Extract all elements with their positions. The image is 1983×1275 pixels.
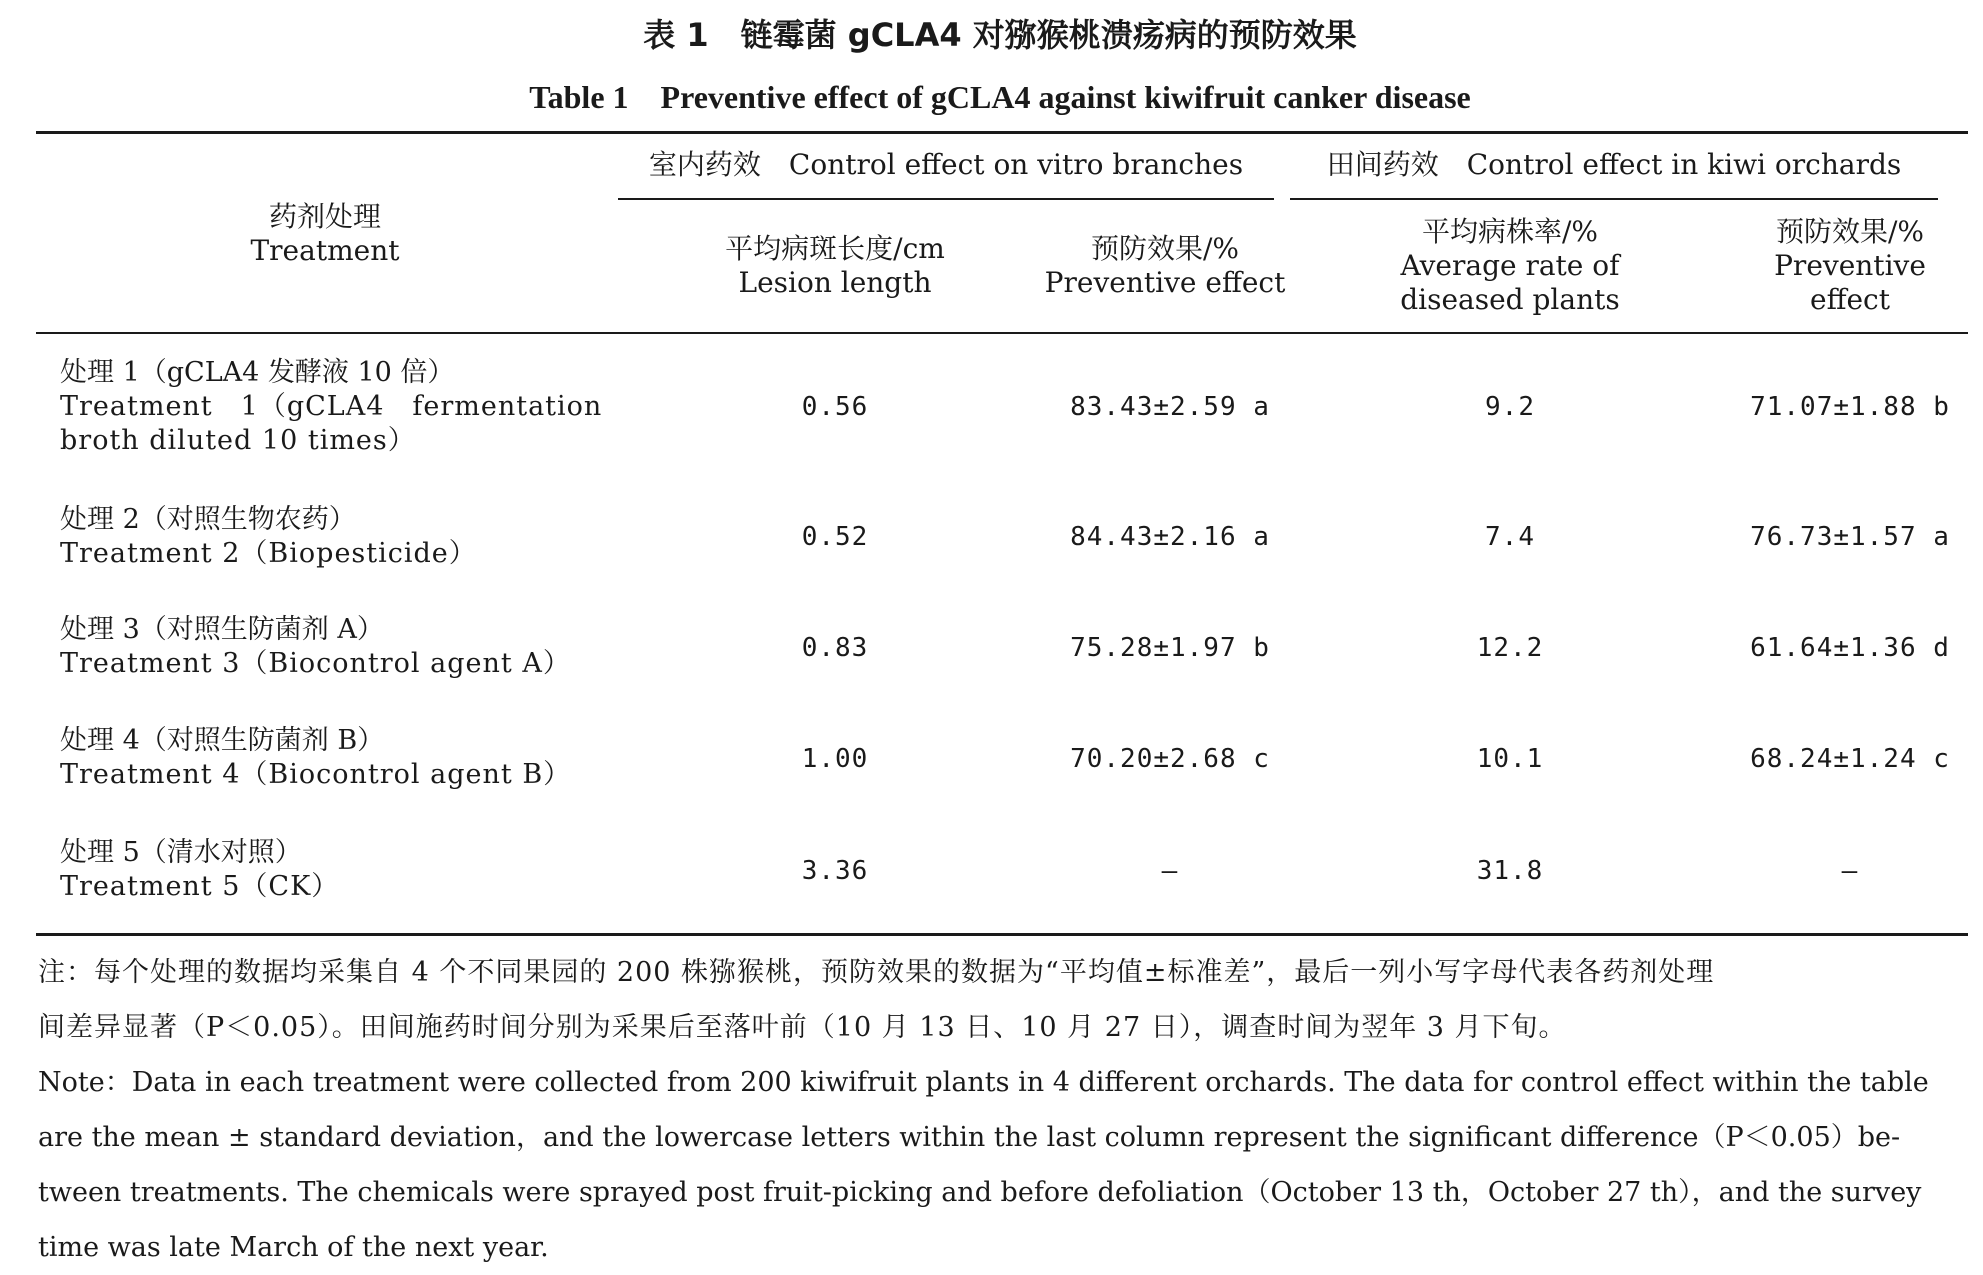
header-bottom-rule <box>36 332 1968 334</box>
treatment-label-zh: 处理 3（对照生防菌剂 A） <box>60 614 384 645</box>
column-header-field-effect-en2: effect <box>1810 283 1890 316</box>
treatment-label-en: Treatment 3（Biocontrol agent A） <box>60 648 571 679</box>
field-effect-value: 68.24±1.24 c <box>1750 744 1950 774</box>
vitro-effect-value: 75.28±1.97 b <box>1070 633 1270 663</box>
vitro-effect-value: 83.43±2.59 a <box>1070 392 1270 422</box>
column-header-lesion-length-zh: 平均病斑长度/cm <box>725 232 945 265</box>
table-row-treatment <box>60 613 571 681</box>
column-header-disease-rate-en2: diseased plants <box>1400 283 1620 316</box>
table-note <box>38 945 1958 1275</box>
treatment-label-en: Treatment 5（CK） <box>60 871 340 902</box>
group-rule-field <box>1290 198 1938 200</box>
note-en-line-2: are the mean ± standard deviation，and the lowercase letters within the last column represent the significant difference（P＜0.05）be- <box>38 1122 1901 1153</box>
note-zh-line-2: 间差异显著（P＜0.05）。田间施药时间分别为采果后至落叶前（10 月 13 日、10 月 27 日），调查时间为翌年 3 月下旬。 <box>38 1012 1567 1043</box>
treatment-label-zh: 处理 4（对照生防菌剂 B） <box>60 725 385 756</box>
lesion-length-value: 3.36 <box>801 856 869 886</box>
field-effect-value: 71.07±1.88 b <box>1750 392 1950 422</box>
lesion-length-value: 1.00 <box>801 744 869 774</box>
treatment-header <box>225 200 425 268</box>
vitro-effect-value: 84.43±2.16 a <box>1070 522 1270 552</box>
treatment-label-en-cont: broth diluted 10 times） <box>60 425 416 456</box>
disease-rate-value: 10.1 <box>1476 744 1544 774</box>
column-header-vitro-effect-zh: 预防效果/% <box>1090 232 1240 265</box>
column-header-field-effect-zh: 预防效果/% <box>1775 215 1925 248</box>
field-effect-value: — <box>1841 856 1859 886</box>
treatment-label-zh: 处理 1（gCLA4 发酵液 10 倍） <box>60 357 455 388</box>
lesion-length-value: 0.52 <box>801 522 869 552</box>
column-header-lesion-length <box>660 232 1010 300</box>
lesion-length-value: 0.56 <box>801 392 869 422</box>
lesion-length-value: 0.83 <box>801 633 869 663</box>
treatment-header-en: Treatment <box>250 234 400 267</box>
treatment-label-en: Treatment 4（Biocontrol agent B） <box>60 759 572 790</box>
column-header-field-effect <box>1700 215 1983 317</box>
table-title-en: Table 1 Preventive effect of gCLA4 against kiwifruit canker disease <box>529 79 1471 115</box>
table-row-treatment <box>60 356 602 458</box>
note-en-line-1: Note：Data in each treatment were collected from 200 kiwifruit plants in 4 different orchards. The data for control effect within the table <box>38 1067 1929 1098</box>
treatment-label-en: Treatment 1（gCLA4 fermentation <box>60 391 603 422</box>
note-en-line-4: time was late March of the next year. <box>38 1232 549 1263</box>
vitro-effect-value: — <box>1161 856 1179 886</box>
table-top-rule <box>36 131 1968 134</box>
column-header-vitro-effect <box>1010 232 1320 300</box>
table-title-zh: 表 1 链霉菌 gCLA4 对猕猴桃溃疡病的预防效果 <box>643 16 1357 54</box>
field-effect-value: 61.64±1.36 d <box>1750 633 1950 663</box>
group-header-vitro: 室内药效 Control effect on vitro branches <box>648 148 1244 181</box>
note-en-line-3: tween treatments. The chemicals were sprayed post fruit-picking and before defoliation（October 13 th，October 27 th），and the survey <box>38 1177 1922 1208</box>
treatment-label-zh: 处理 2（对照生物农药） <box>60 504 356 535</box>
group-rule-vitro <box>618 198 1274 200</box>
column-header-disease-rate <box>1360 215 1660 317</box>
column-header-vitro-effect-en: Preventive effect <box>1044 266 1286 299</box>
field-effect-value: 76.73±1.57 a <box>1750 522 1950 552</box>
disease-rate-value: 9.2 <box>1485 392 1535 422</box>
treatment-label-en: Treatment 2（Biopesticide） <box>60 538 477 569</box>
disease-rate-value: 31.8 <box>1476 856 1544 886</box>
treatment-label-zh: 处理 5（清水对照） <box>60 837 302 868</box>
column-header-disease-rate-en1: Average rate of <box>1400 249 1620 282</box>
table-row-treatment <box>60 836 339 904</box>
column-header-disease-rate-zh: 平均病株率/% <box>1421 215 1599 248</box>
disease-rate-value: 7.4 <box>1485 522 1535 552</box>
table-row-treatment <box>60 503 477 571</box>
treatment-header-zh: 药剂处理 <box>268 200 381 233</box>
table-row-treatment <box>60 724 571 792</box>
column-header-lesion-length-en: Lesion length <box>738 266 932 299</box>
note-zh-line-1: 注：每个处理的数据均采集自 4 个不同果园的 200 株猕猴桃，预防效果的数据为“平均值±标准差”，最后一列小写字母代表各药剂处理 <box>38 957 1715 988</box>
table-bottom-rule <box>36 933 1968 936</box>
vitro-effect-value: 70.20±2.68 c <box>1070 744 1270 774</box>
group-header-field: 田间药效 Control effect in kiwi orchards <box>1326 148 1902 181</box>
disease-rate-value: 12.2 <box>1476 633 1544 663</box>
column-header-field-effect-en1: Preventive <box>1774 249 1926 282</box>
